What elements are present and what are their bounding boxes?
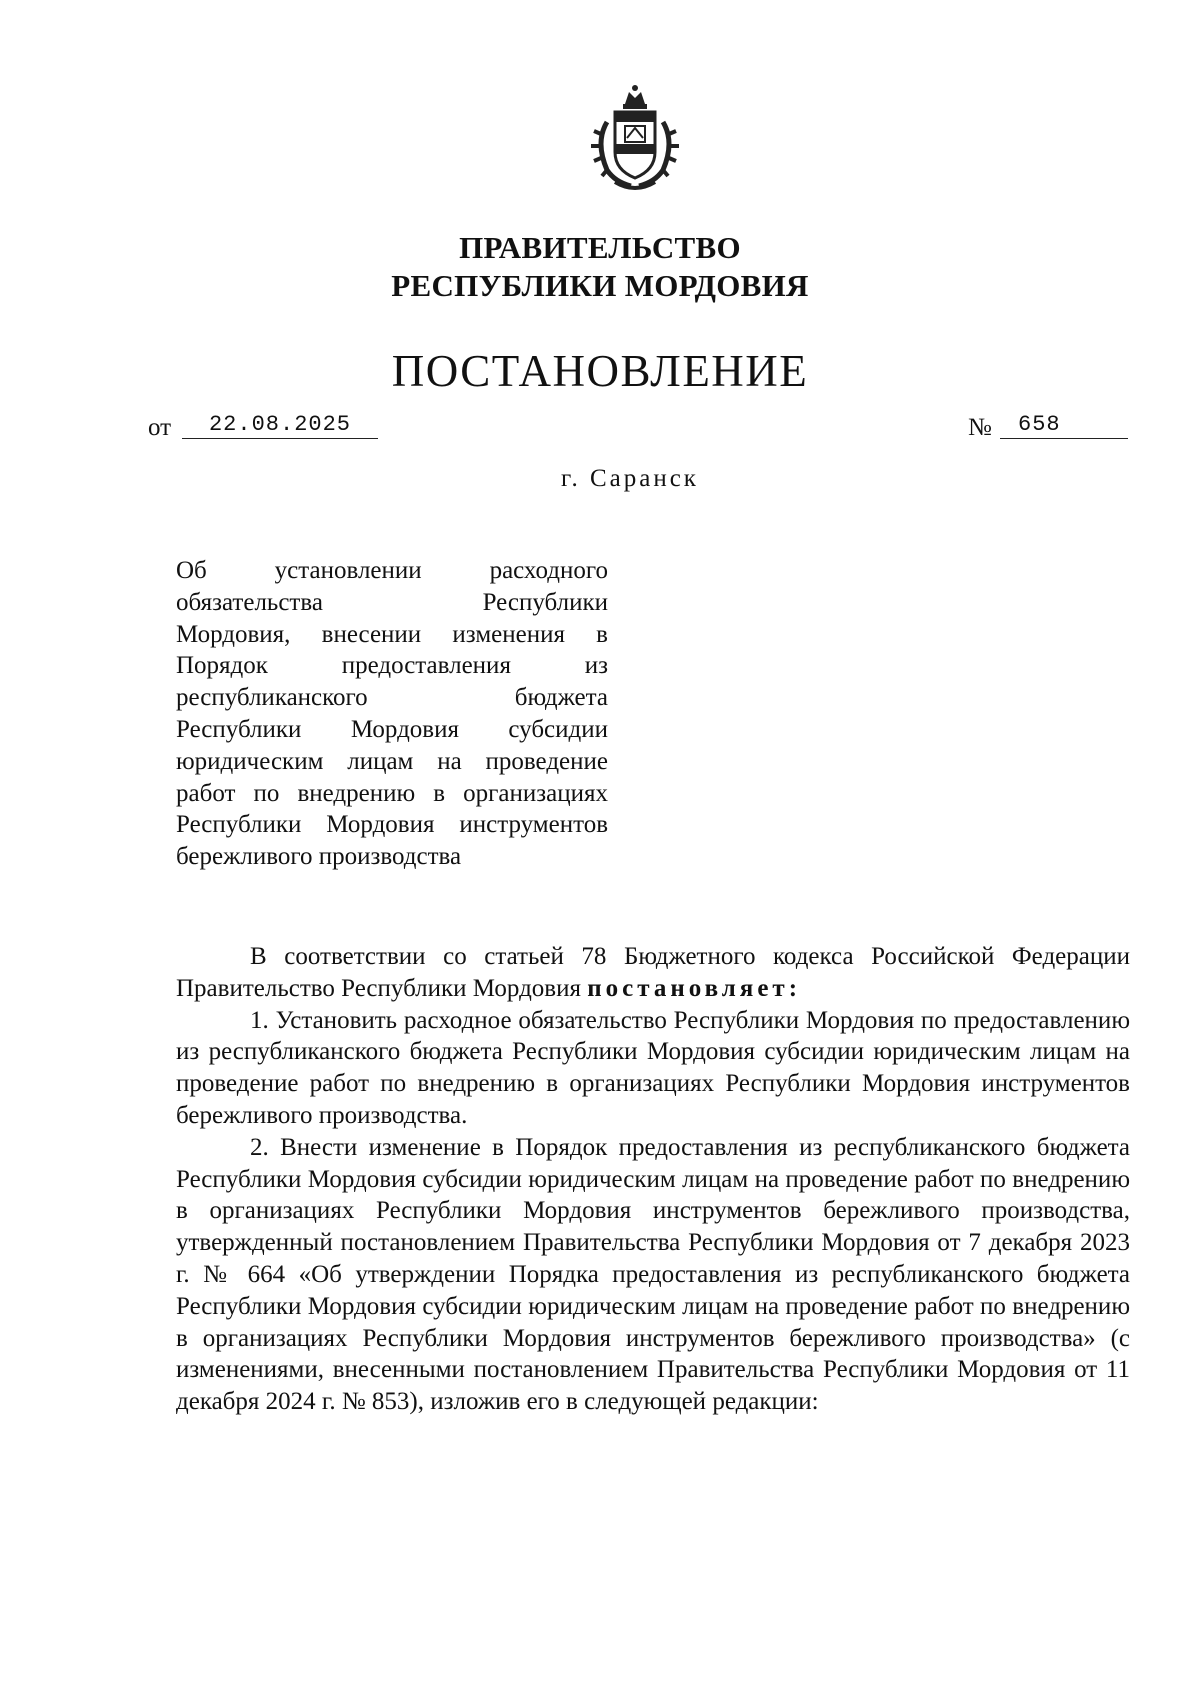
government-title-line2: РЕСПУБЛИКИ МОРДОВИЯ xyxy=(391,268,809,303)
document-type-heading: ПОСТАНОВЛЕНИЕ xyxy=(391,346,809,396)
subject-line: бережливого производства xyxy=(176,843,462,871)
date-prefix: от xyxy=(148,414,172,441)
subject-line: Республики Мордовия субсидии xyxy=(176,715,608,743)
subject-line: республиканского бюджета xyxy=(176,684,608,712)
city: г. Саранск xyxy=(561,465,699,492)
government-title-line1: ПРАВИТЕЛЬСТВО xyxy=(459,230,741,265)
subject-line: Мордовия, внесении изменения в xyxy=(176,620,608,648)
preamble-text: В соответствии со статьей 78 Бюджетного кодекса Российской Федерации Правительство Республики Мордовия xyxy=(176,943,1130,1002)
emblem-icon xyxy=(585,82,685,196)
document-number: 658 xyxy=(1000,412,1128,439)
number-prefix: № xyxy=(968,414,992,441)
document-subject xyxy=(176,555,608,873)
document-body xyxy=(176,941,1130,1418)
coat-of-arms-emblem xyxy=(585,82,685,196)
item-2-paragraph: 2. Внести изменение в Порядок предоставления из республиканского бюджета Республики Мордовия субсидии юридическим лицам на проведение работ по внедрению в организациях Республики Мордовия инструментов бережливого производства, утвержденный постановлением Правительства Республики Мордовия от 7 декабря 2023 г. № 664 «Об утверждении Порядка предоставления из республиканского бюджета Республики Мордовия субсидии юридическим лицам на проведение работ по внедрению в организациях Республики Мордовия инструментов бережливого производства» (с изменениями, внесенными постановлением Правительства Республики Мордовия от 11 декабря 2024 г. № 853), изложив его в следующей редакции: xyxy=(176,1133,1130,1416)
subject-line: Порядок предоставления из xyxy=(176,652,608,680)
subject-line: юридическим лицам на проведение xyxy=(176,747,608,775)
resolves-word: постановляет: xyxy=(587,974,802,1002)
subject-line: Об установлении расходного xyxy=(176,557,608,584)
subject-line: обязательства Республики xyxy=(176,588,608,616)
subject-line: работ по внедрению в организациях xyxy=(176,779,608,807)
item-1-paragraph: 1. Установить расходное обязательство Республики Мордовия по предоставлению из республиканского бюджета Республики Мордовия субсидии юридическим лицам на проведение работ по внедрению в организациях Республики Мордовия инструментов бережливого производства. xyxy=(176,1006,1130,1129)
subject-line: Республики Мордовия инструментов xyxy=(176,811,608,839)
preamble-paragraph xyxy=(176,941,1130,1005)
document-date: 22.08.2025 xyxy=(182,412,378,439)
